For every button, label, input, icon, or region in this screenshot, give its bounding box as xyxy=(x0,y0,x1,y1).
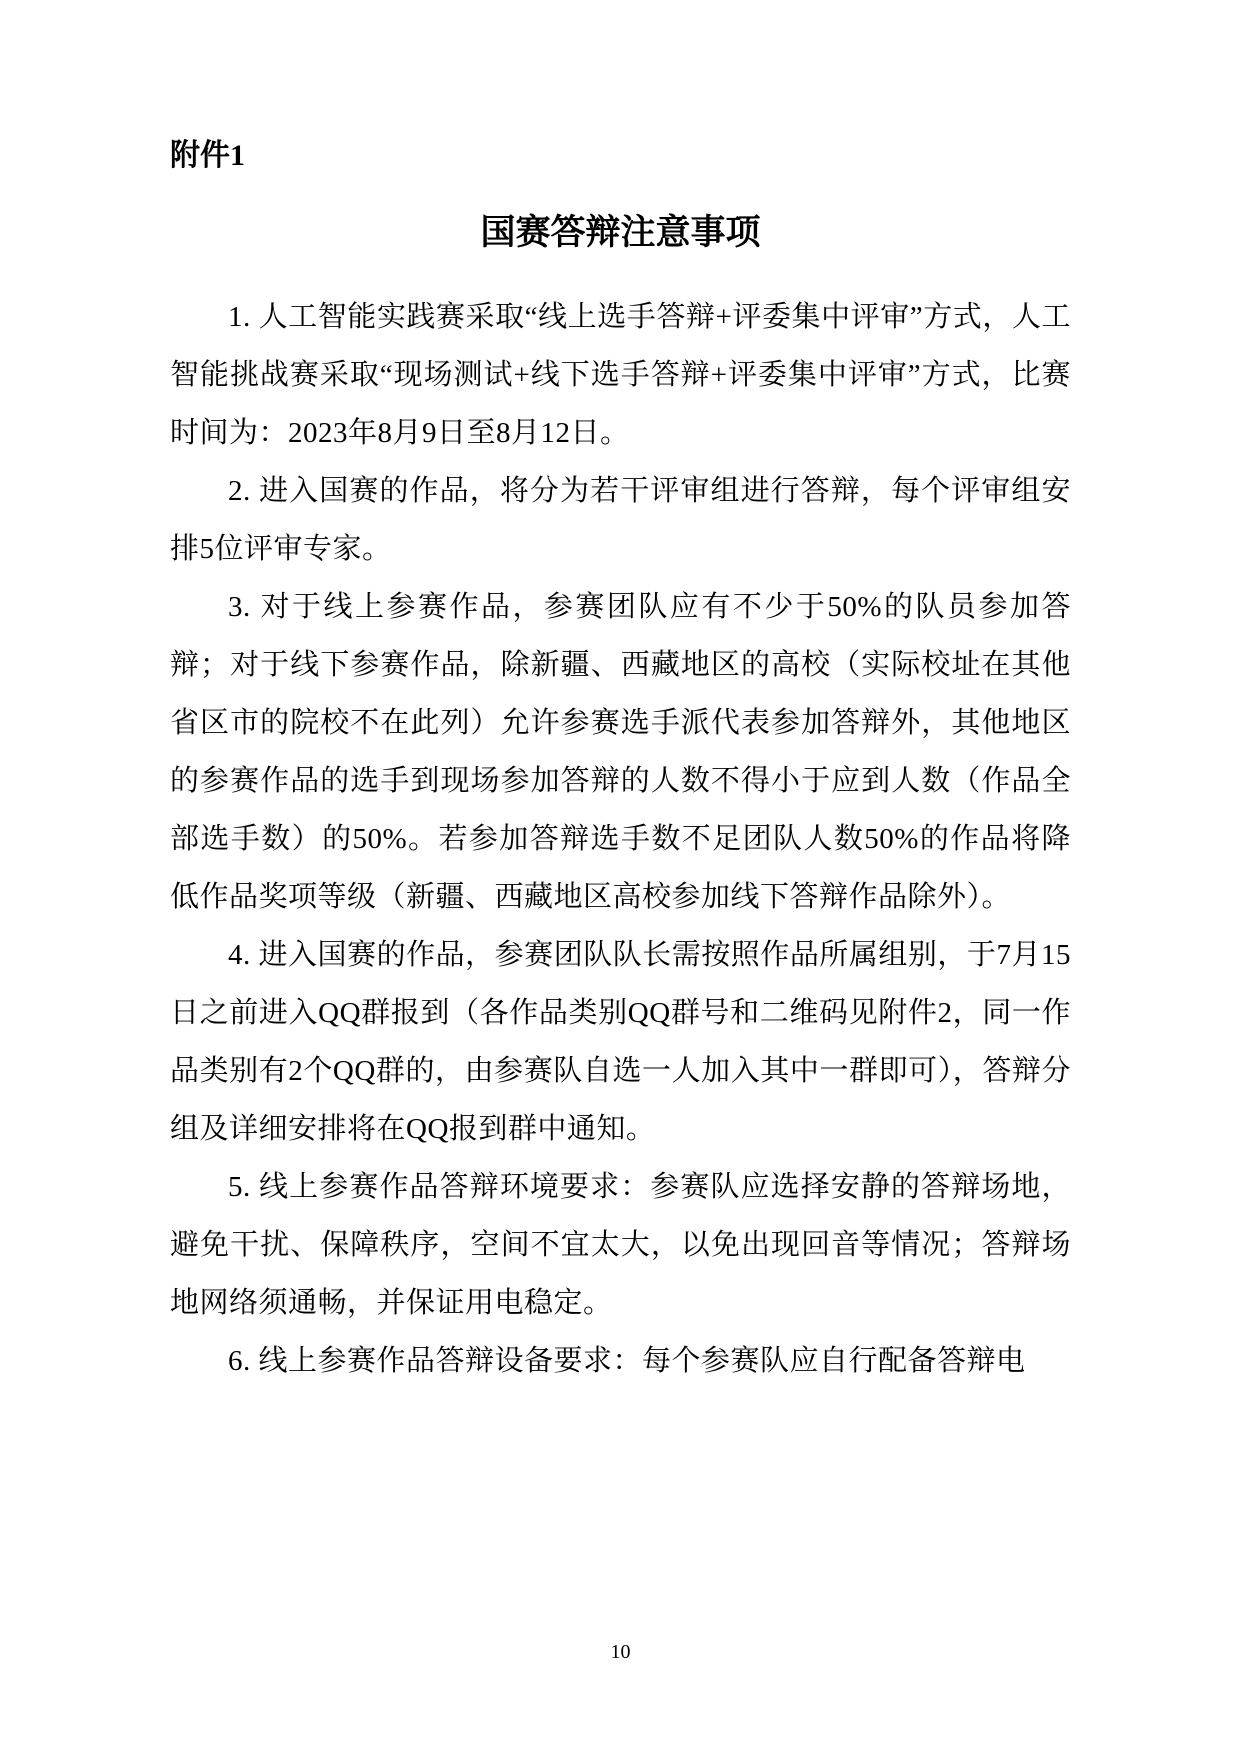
paragraph-6: 6. 线上参赛作品答辩设备要求：每个参赛队应自行配备答辩电 xyxy=(228,1345,1026,1377)
document-title: 国赛答辩注意事项 xyxy=(480,213,761,252)
paragraph-3: 3. 对于线上参赛作品，参赛团队应有不少于50%的队员参加答辩；对于线下参赛作品，除新疆、西藏地区的高校（实际校址在其他省区市的院校不在此列）允许参赛选手派代表参加答辩外，其他地区的参赛作品的选手到现场参加答辩的人数不得小于应到人数（作品全部选手数）的50%。若参加答辩选手数不足团队人数50%的作品将降低作品奖项等级（新疆、西藏地区高校参加线下答辩作品除外）。 xyxy=(170,591,1071,913)
paragraph-5: 5. 线上参赛作品答辩环境要求：参赛队应选择安静的答辩场地，避免干扰、保障秩序，空间不宜太大，以免出现回音等情况；答辩场地网络须通畅，并保证用电稳定。 xyxy=(170,1171,1071,1319)
paragraph-2: 2. 进入国赛的作品，将分为若干评审组进行答辩，每个评审组安排5位评审专家。 xyxy=(170,475,1071,565)
paragraph-4: 4. 进入国赛的作品，参赛团队队长需按照作品所属组别，于7月15日之前进入QQ群报到（各作品类别QQ群号和二维码见附件2，同一作品类别有2个QQ群的，由参赛队自选一人加入其中一群即可），答辩分组及详细安排将在QQ报到群中通知。 xyxy=(170,939,1071,1145)
paragraph-1: 1. 人工智能实践赛采取“线上选手答辩+评委集中评审”方式，人工智能挑战赛采取“现场测试+线下选手答辩+评委集中评审”方式，比赛时间为：2023年8月9日至8月12日。 xyxy=(170,301,1071,449)
attachment-label: 附件1 xyxy=(170,139,245,172)
document-body xyxy=(170,288,1071,1390)
page-number: 10 xyxy=(610,1641,631,1663)
